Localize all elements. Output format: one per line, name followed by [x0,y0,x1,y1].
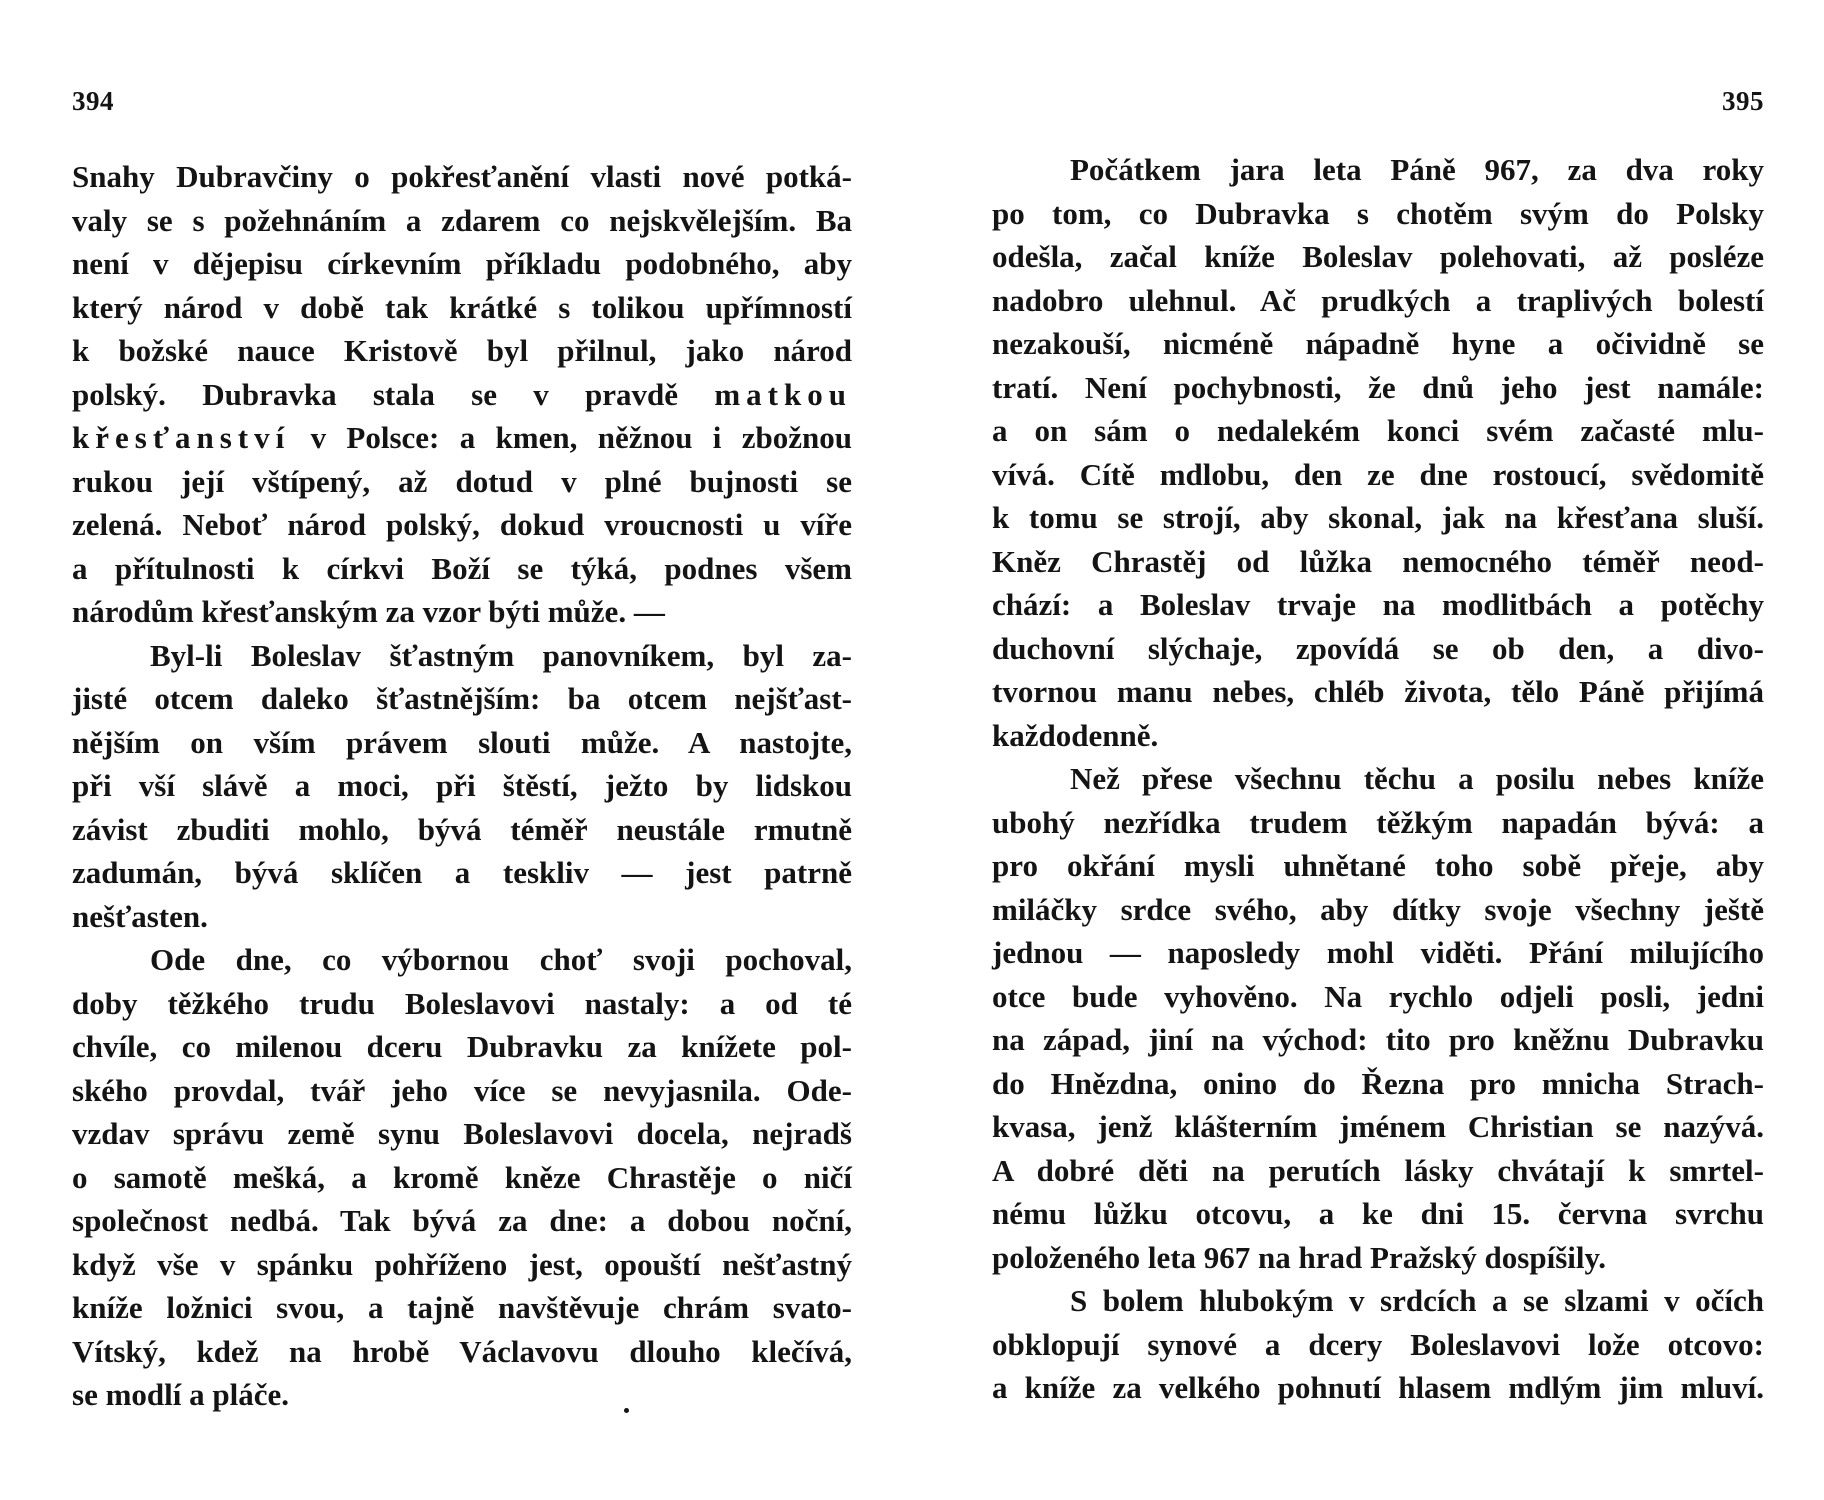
text-line: k tomu se strojí, aby skonal, jak na křesťana sluší. [992,500,1764,535]
text-line: kvasa, jenž klášterním jménem Christian se nazývá. [992,1109,1764,1144]
text-line: národům křesťanským za vzor býti může. — [72,594,665,629]
ink-dot [624,1408,629,1413]
text-line: ubohý nezřídka trudem těžkým napadán bývá: a [992,804,1764,840]
page-number: 395 [1722,86,1764,116]
text-line: a on sám o nedalekém konci svém začasté mlu- [992,413,1764,448]
emphasized-text: křesťanství [72,420,291,455]
text-line: odešla, začal kníže Boleslav polehovati, až posléze [992,239,1764,274]
text-line: Kněz Chrastěj od lůžka nemocného téměř neod- [992,543,1764,579]
text-line: který národ v době tak krátké s tolikou upřímností [72,289,852,325]
text-line: nému lůžku otcovu, a ke dni 15. června svrchu [992,1196,1764,1231]
text-line: pro okřání mysli uhnětané toho sobě přeje, aby [992,848,1764,883]
text-line: k božské nauce Kristově byl přilnul, jako národ [72,333,852,368]
text-line: každodenně. [992,717,1159,753]
text-line: jisté otcem daleko šťastnějším: ba otcem nejšťast- [72,681,852,716]
text-line: když vše v spánku pohříženo jest, opouští nešťastný [72,1246,852,1282]
text-line: vívá. Cítě mdlobu, den ze dne rostoucí, svědomitě [992,456,1764,492]
emphasized-text: matkou [714,376,852,412]
text-line: chvíle, co milenou dceru Dubravku za knížete pol- [72,1029,852,1064]
text-line: na západ, jiní na východ: tito pro kněžnu Dubravku [992,1022,1764,1057]
text-line: nadobro ulehnul. Ač prudkých a traplivých bolestí [992,282,1764,318]
body-text [992,148,1764,1410]
text-line: obklopují synové a dcery Boleslavovi lože otcovo: [992,1326,1764,1362]
text-line: tratí. Není pochybnosti, že dnů jeho jest namále: [992,369,1764,405]
text-line: společnost nedbá. Tak bývá za dne: a dobou noční, [72,1203,852,1238]
text-line: položeného leta 967 na hrad Pražský dospíšily. [992,1239,1607,1275]
text-line: S bolem hlubokým v srdcích a se slzami v očích [1070,1283,1764,1318]
text-line: při vší slávě a moci, při štěstí, ježto by lidskou [72,768,852,803]
page-number: 394 [72,86,114,116]
text-line: Než přese všechnu těchu a posilu nebes kníže [1070,761,1764,796]
right-page [992,0,1764,1500]
text-line: po tom, co Dubravka s chotěm svým do Polsky [992,195,1764,231]
text-line: Ode dne, co výbornou choť svoji pochoval, [150,942,852,977]
body-text [72,155,852,1417]
text-line: o samotě mešká, a kromě kněze Chrastěje o ničí [72,1159,852,1195]
text-line: Počátkem jara leta Páně 967, za dva roky [1070,152,1764,187]
left-page [72,0,852,1500]
text-line: a kníže za velkého pohnutí hlasem mdlým jim mluví. [992,1370,1764,1405]
text-line: není v dějepisu církevním příkladu podobného, aby [72,246,852,281]
text-run: polský. Dubravka stala se v pravdě [72,376,715,412]
text-line: se modlí a pláče. [72,1377,289,1412]
text-line: závist zbuditi mohlo, bývá téměř neustále rmutně [72,811,852,847]
text-line: kníže ložnici svou, a tajně navštěvuje chrám svato- [72,1290,852,1325]
text-line: zadumán, bývá sklíčen a teskliv — jest patrně [72,855,852,890]
text-line: a přítulnosti k církvi Boží se týká, podnes všem [72,550,852,586]
text-line: zelená. Neboť národ polský, dokud vroucnosti u víře [72,507,852,542]
text-line: Byl-li Boleslav šťastným panovníkem, byl za- [150,637,852,673]
text-line: do Hnězdna, onino do Řezna pro mnicha Strach- [992,1065,1764,1101]
text-line: duchovní slýchaje, zpovídá se ob den, a divo- [992,630,1764,666]
text-line: nezakouší, nicméně nápadně hyne a očividně se [992,326,1764,361]
text-line: tvornou manu nebes, chléb života, tělo Páně přijímá [992,674,1764,709]
text-line: Snahy Dubravčiny o pokřesťanění vlasti nové potká- [72,159,852,194]
text-line: valy se s požehnáním a zdarem co nejskvělejším. Ba [72,202,852,238]
text-line [72,416,852,460]
text-line: vzdav správu země synu Boleslavovi docela, nejradš [72,1116,852,1151]
text-line: doby těžkého trudu Boleslavovi nastaly: a od té [72,985,852,1021]
text-line: jednou — naposledy mohl viděti. Přání milujícího [992,935,1764,970]
text-line: ského provdal, tvář jeho více se nevyjasnila. Ode- [72,1072,852,1108]
text-line: Vítský, kdež na hrobě Václavovu dlouho klečívá, [72,1333,852,1369]
text-line: miláčky srdce svého, aby dítky svoje všechny ještě [992,891,1764,927]
text-line: rukou její vštípený, až dotud v plné bujnosti se [72,463,852,499]
text-line: chází: a Boleslav trvaje na modlitbách a potěchy [992,587,1764,622]
text-run: v Polsce: a kmen, něžnou i zbožnou [290,420,852,455]
text-line: A dobré děti na perutích lásky chvátají k smrtel- [992,1152,1764,1188]
text-line: otce bude vyhověno. Na rychlo odjeli posli, jedni [992,978,1764,1014]
text-line [72,373,852,417]
text-line: nešťasten. [72,898,208,934]
text-line: nějším on vším právem slouti může. A nastojte, [72,724,852,760]
